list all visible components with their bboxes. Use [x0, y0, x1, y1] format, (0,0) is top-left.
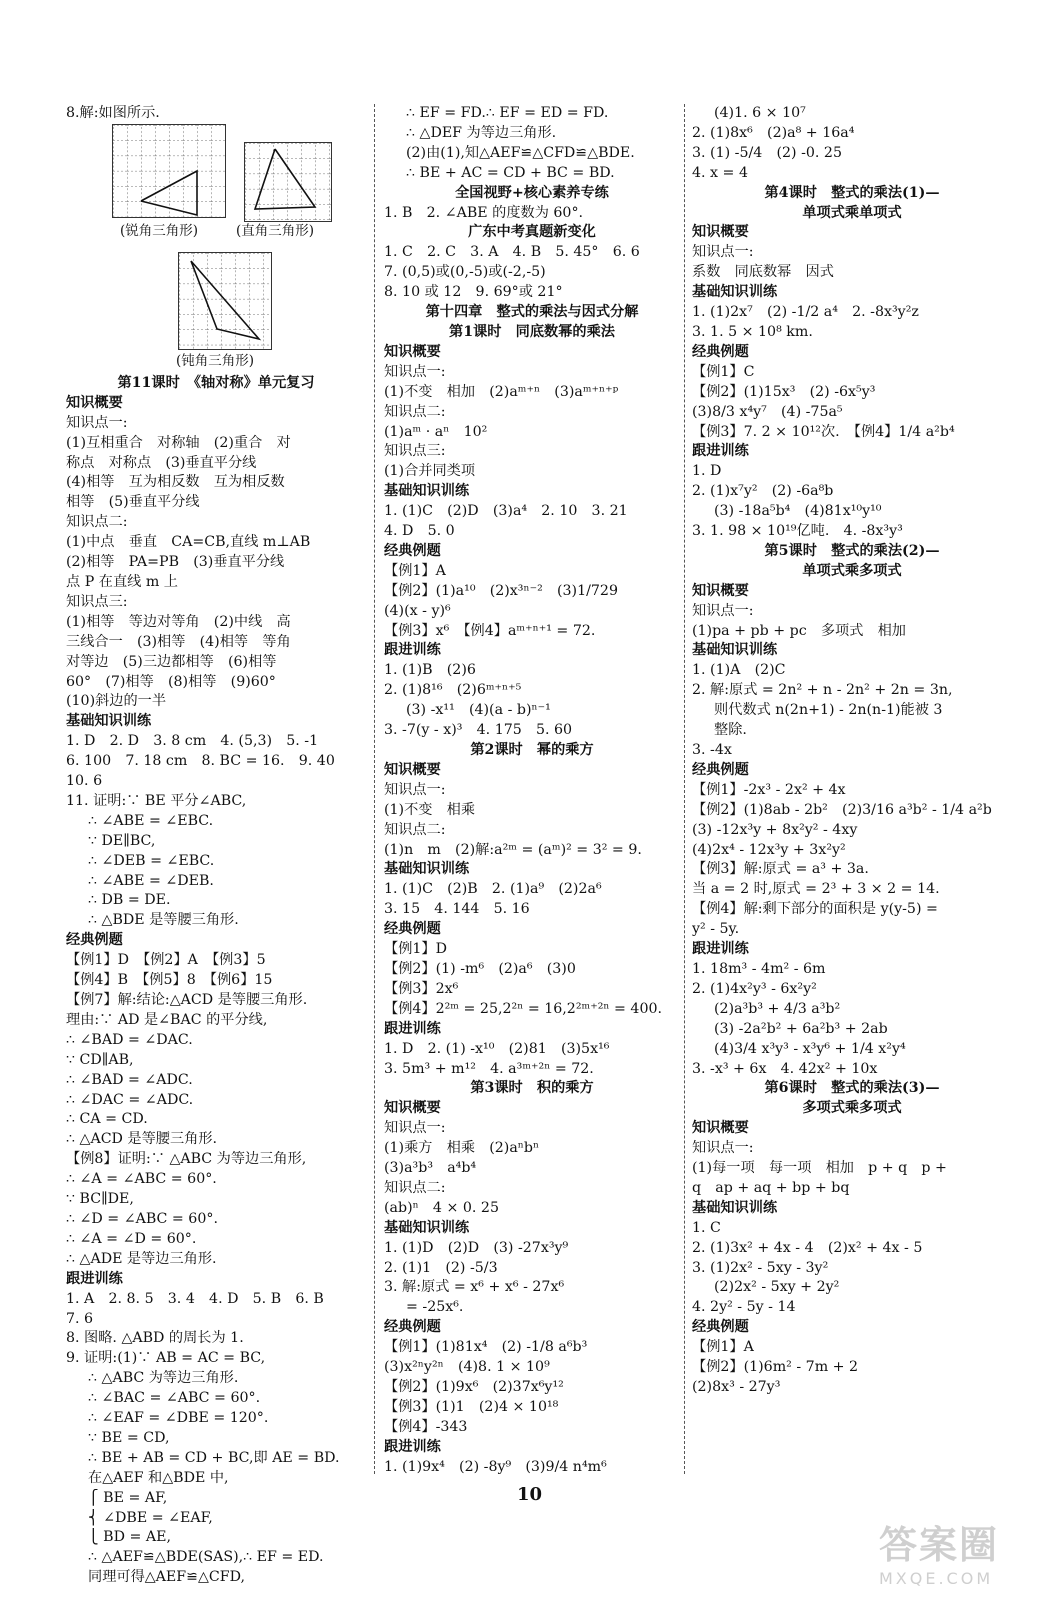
- answer-line: 1. C: [692, 1219, 721, 1236]
- answer-line: 【例7】解:结论:△ACD 是等腰三角形.: [66, 992, 308, 1008]
- subsection-heading: 跟进训练: [384, 1020, 441, 1037]
- answer-line: (1)每一项 每一项 相加 p + q p +: [692, 1160, 947, 1177]
- subsection-heading: 基础知识训练: [692, 642, 778, 659]
- answer-line: 60° (7)相等 (8)相等 (9)60°: [66, 673, 276, 690]
- answer-line: 3. -x³ + 6x 4. 42x² + 10x: [692, 1060, 878, 1077]
- answer-line: (2)a³b³ + 4/3 a³b²: [714, 1000, 841, 1017]
- column-1-lines: [66, 374, 366, 1588]
- answer-line: 1. D 2. (1) -x¹⁰ (2)81 (3)5x¹⁶: [384, 1040, 610, 1057]
- obtuse-caption: (钝角三角形): [176, 352, 255, 369]
- answer-line: (4)(x - y)⁶: [384, 602, 451, 619]
- answer-line: 1. (1)C (2)B 2. (1)a⁹ (2)2a⁶: [384, 881, 602, 898]
- answer-line: ∴ △ACD 是等腰三角形.: [66, 1131, 218, 1148]
- answer-line: (1)aᵐ · aⁿ 10²: [384, 423, 488, 440]
- answer-line: 4. x = 4: [692, 164, 748, 181]
- answer-line: ⎩ BD = AE,: [88, 1529, 171, 1546]
- answer-line: 整除.: [714, 722, 747, 739]
- answer-line: 则代数式 n(2n+1) - 2n(n-1)能被 3: [714, 702, 943, 719]
- answer-line: 【例2】(1)a¹⁰ (2)x³ⁿ⁻² (3)1/729: [384, 582, 618, 599]
- answer-line: 6. 100 7. 18 cm 8. BC = 16. 9. 40: [66, 753, 335, 770]
- answer-line: 1. (1)C (2)D (3)a⁴ 2. 10 3. 21: [384, 503, 628, 520]
- answer-line: (2)2x² - 5xy + 2y²: [714, 1279, 840, 1296]
- answer-line: ⎨ ∠DBE = ∠EAF,: [88, 1509, 213, 1526]
- answer-line: (4)3/4 x³y³ - x³y⁶ + 1/4 x²y⁴: [714, 1040, 906, 1057]
- subsection-heading: 基础知识训练: [384, 1219, 470, 1236]
- answer-line: ∴ △DEF 为等边三角形.: [406, 124, 557, 141]
- answer-line: ∴ △ABC 为等边三角形.: [88, 1370, 239, 1387]
- answer-line: 9. 证明:(1)∵ AB = AC = BC,: [66, 1350, 266, 1367]
- acute-triangle-grid: [112, 124, 226, 218]
- answer-line: 【例2】(1)8ab - 2b² (2)3/16 a³b² - 1/4 a²b: [692, 801, 992, 818]
- answer-line: ∴ ∠EAF = ∠DBE = 120°.: [88, 1410, 269, 1427]
- answer-line: 3. 解:原式 = x⁶ + x⁶ - 27x⁶: [384, 1279, 565, 1296]
- answer-line: (3) -x¹¹ (4)(a - b)ⁿ⁻¹: [406, 702, 551, 719]
- subsection-heading: 跟进训练: [66, 1270, 123, 1287]
- answer-line: (2)由(1),知△AEF≌△CFD≌△BDE.: [406, 144, 635, 161]
- answer-line: ∴ DB = DE.: [88, 892, 171, 909]
- answer-line: (10)斜边的一半: [66, 693, 167, 710]
- answer-line: (3)x²ⁿy²ⁿ (4)8. 1 × 10⁹: [384, 1359, 550, 1376]
- column-3: [692, 104, 1012, 1398]
- answer-line: 1. (1)B (2)6: [384, 662, 476, 679]
- answer-line: (1)互相重合 对称轴 (2)重合 对: [66, 434, 291, 451]
- answer-line: 【例3】(1)1 (2)4 × 10¹⁸: [384, 1398, 559, 1415]
- obtuse-triangle-grid: [178, 252, 272, 350]
- answer-line: 知识点三:: [384, 443, 446, 460]
- answer-line: 相等 (5)垂直平分线: [66, 494, 200, 511]
- answer-line: (4)相等 互为相反数 互为相反数: [66, 474, 285, 491]
- answer-line: 4. 2y² - 5y - 14: [692, 1299, 796, 1316]
- answer-line: 11. 证明:∵ BE 平分∠ABC,: [66, 792, 247, 809]
- answer-line: 2. (1)3x² + 4x - 4 (2)x² + 4x - 5: [692, 1239, 923, 1256]
- answer-line: y² - 5y.: [692, 921, 740, 938]
- answer-line: 【例4】解:剩下部分的面积是 y(y-5) =: [692, 901, 938, 918]
- answer-line: (1)乘方 相乘 (2)aⁿbⁿ: [384, 1140, 540, 1157]
- q8-heading: 8.解:如图所示.: [66, 105, 160, 121]
- answer-line: ∴ BE + AC = CD + BC = BD.: [406, 164, 615, 181]
- subsection-heading: 基础知识训练: [384, 483, 470, 500]
- answer-line: ∴ △AEF≌△BDE(SAS),∴ EF = ED.: [88, 1549, 324, 1566]
- subsection-heading: 知识概要: [66, 394, 123, 411]
- triangle-figures: [66, 124, 366, 374]
- answer-line: 知识点三:: [66, 593, 128, 610]
- section-heading: 广东中考真题新变化: [468, 224, 596, 241]
- acute-caption: (锐角三角形): [120, 222, 199, 239]
- answer-line: 【例1】C: [692, 363, 755, 380]
- answer-line: ∵ CD∥AB,: [66, 1051, 134, 1068]
- answer-line: (4)2x⁴ - 12x³y + 3x²y²: [692, 841, 846, 858]
- answer-line: 知识点一:: [692, 602, 754, 619]
- answer-line: 2. 解:原式 = 2n² + n - 2n² + 2n = 3n,: [692, 682, 953, 699]
- answer-line: 【例3】7. 2 × 10¹²次. 【例4】1/4 a²b⁴: [692, 423, 955, 440]
- answer-line: 知识点一:: [384, 363, 446, 380]
- answer-line: 4. D 5. 0: [384, 523, 455, 540]
- watermark-logo: [879, 1514, 1029, 1588]
- answer-line: 【例2】(1)6m² - 7m + 2: [692, 1359, 859, 1376]
- answer-line: 1. D 2. D 3. 8 cm 4. (5,3) 5. -1: [66, 733, 319, 750]
- answer-line: (3)8/3 x⁴y⁷ (4) -75a⁵: [692, 403, 843, 420]
- section-heading: 多项式乘多项式: [802, 1100, 902, 1117]
- section-heading: 第1课时 同底数幂的乘法: [449, 323, 615, 340]
- answer-line: (2)相等 PA=PB (3)垂直平分线: [66, 554, 285, 571]
- answer-line: 知识点一:: [692, 244, 754, 261]
- answer-line: ∴ CA = CD.: [66, 1111, 148, 1128]
- answer-line: ∵ BE = CD,: [88, 1429, 170, 1446]
- answer-line: 理由:∵ AD 是∠BAC 的平分线,: [66, 1011, 268, 1028]
- answer-line: ∴ ∠BAD = ∠DAC.: [66, 1031, 193, 1048]
- answer-line: (3) -2a²b² + 6a²b³ + 2ab: [714, 1020, 888, 1037]
- section-heading: 全国视野+核心素养专练: [455, 184, 609, 201]
- answer-line: (1)pa + pb + pc 多项式 相加: [692, 622, 906, 639]
- subsection-heading: 跟进训练: [384, 1438, 441, 1455]
- section-heading: 第2课时 幂的乘方: [470, 742, 594, 758]
- answer-line: 1. (1)9x⁴ (2) -8y⁹ (3)9/4 n⁴m⁶: [384, 1458, 607, 1475]
- answer-line: 3. (1) -5/4 (2) -0. 25: [692, 144, 842, 161]
- answer-line: (1)不变 相加 (2)aᵐ⁺ⁿ (3)aᵐ⁺ⁿ⁺ᵖ: [384, 383, 619, 400]
- answer-line: 【例1】(1)81x⁴ (2) -1/8 a⁶b³: [384, 1339, 588, 1356]
- answer-line: ∴ ∠DEB = ∠EBC.: [88, 852, 215, 869]
- answer-line: 称点 对称点 (3)垂直平分线: [66, 454, 257, 471]
- subsection-heading: 经典例题: [384, 542, 441, 559]
- answer-line: 【例3】2x⁶: [384, 980, 459, 997]
- answer-line: ∴ ∠A = ∠D = 60°.: [66, 1230, 197, 1247]
- section-heading: 第5课时 整式的乘法(2)—: [764, 542, 940, 559]
- answer-line: 【例1】A: [384, 562, 446, 579]
- answer-line: 2. (1)4x²y³ - 6x²y²: [692, 980, 817, 997]
- answer-line: 知识点一:: [692, 1140, 754, 1157]
- subsection-heading: 基础知识训练: [66, 713, 152, 730]
- answer-line: ∴ ∠A = ∠ABC = 60°.: [66, 1171, 217, 1188]
- right-caption: (直角三角形): [236, 222, 315, 239]
- answer-line: ∴ △BDE 是等腰三角形.: [88, 912, 239, 929]
- subsection-heading: 经典例题: [692, 343, 749, 360]
- answer-line: 【例2】(1)15x³ (2) -6x⁵y³: [692, 383, 876, 400]
- subsection-heading: 知识概要: [384, 761, 441, 778]
- subsection-heading: 知识概要: [692, 224, 749, 241]
- subsection-heading: 跟进训练: [692, 941, 749, 958]
- answer-line: 3. 1. 5 × 10⁸ km.: [692, 323, 813, 340]
- answer-line: 三线合一 (3)相等 (4)相等 等角: [66, 633, 291, 650]
- column-1: [66, 104, 366, 1588]
- answer-line: 3. 1. 98 × 10¹⁹亿吨. 4. -8x³y³: [692, 523, 903, 540]
- subsection-heading: 基础知识训练: [692, 284, 778, 301]
- answer-line: ∴ BE + AB = CD + BC,即 AE = BD.: [88, 1449, 340, 1466]
- answer-line: 2. (1)1 (2) -5/3: [384, 1259, 498, 1276]
- answer-line: ∴ EF = FD.∴ EF = ED = FD.: [406, 105, 609, 121]
- answer-line: 【例2】(1)9x⁶ (2)37x⁶y¹²: [384, 1379, 564, 1395]
- answer-line: (1)中点 垂直 CA=CB,直线 m⊥AB: [66, 534, 311, 551]
- answer-line: 点 P 在直线 m 上: [66, 573, 178, 590]
- column-divider-2: [684, 104, 685, 1474]
- answer-line: 7. 6: [66, 1310, 94, 1327]
- answer-line: (3) -12x³y + 8x²y² - 4xy: [692, 821, 858, 838]
- answer-line: 1. (1)2x⁷ (2) -1/2 a⁴ 2. -8x³y²z: [692, 304, 919, 321]
- answer-line: 8. 10 或 12 9. 69°或 21°: [384, 284, 563, 301]
- answer-line: ∵ BC∥DE,: [66, 1191, 134, 1208]
- section-heading: 单项式乘多项式: [802, 562, 902, 579]
- answer-line: 在△AEF 和△BDE 中,: [88, 1469, 229, 1486]
- answer-line: 3. -4x: [692, 742, 732, 758]
- answer-line: ∴ △ADE 是等边三角形.: [66, 1250, 217, 1267]
- answer-line: 【例1】D: [384, 941, 447, 958]
- subsection-heading: 经典例题: [384, 921, 441, 938]
- subsection-heading: 跟进训练: [384, 642, 441, 659]
- answer-line: 1. C 2. C 3. A 4. B 5. 45° 6. 6: [384, 244, 640, 261]
- answer-line: 1. D: [692, 463, 722, 480]
- section-heading: 第6课时 整式的乘法(3)—: [764, 1080, 940, 1097]
- section-heading: 第11课时 《轴对称》单元复习: [117, 374, 315, 391]
- answer-line: 【例4】2²ᵐ = 25,2²ⁿ = 16,2²ᵐ⁺²ⁿ = 400.: [384, 1000, 663, 1017]
- answer-line: ∴ ∠BAD = ∠ADC.: [66, 1071, 193, 1088]
- answer-line: 当 a = 2 时,原式 = 2³ + 3 × 2 = 14.: [692, 881, 940, 898]
- answer-line: 知识点一:: [384, 781, 446, 798]
- subsection-heading: 知识概要: [692, 582, 749, 599]
- answer-line: 1. 18m³ - 4m² - 6m: [692, 960, 826, 977]
- answer-line: 知识点二:: [384, 821, 446, 838]
- answer-line: ∴ ∠DAC = ∠ADC.: [66, 1091, 194, 1108]
- answer-line: ⎧ BE = AF,: [88, 1489, 168, 1506]
- answer-line: (3) -18a⁵b⁴ (4)81x¹⁰y¹⁰: [714, 503, 882, 520]
- answer-line: 3. -7(y - x)³ 4. 175 5. 60: [384, 722, 573, 739]
- subsection-heading: 基础知识训练: [384, 861, 470, 878]
- answer-line: 【例2】(1) -m⁶ (2)a⁶ (3)0: [384, 960, 576, 977]
- answer-line: 系数 同底数幂 因式: [692, 264, 834, 281]
- answer-line: 【例4】-343: [384, 1418, 468, 1435]
- answer-line: 【例1】A: [692, 1339, 754, 1356]
- column-2-lines: [384, 104, 680, 1478]
- answer-line: 1. (1)A (2)C: [692, 662, 786, 679]
- answer-line: 8. 图略. △ABD 的周长为 1.: [66, 1330, 244, 1347]
- answer-line: 2. (1)8x⁶ (2)a⁸ + 16a⁴: [692, 124, 855, 141]
- answer-line: ∵ DE∥BC,: [88, 832, 156, 849]
- answer-line: (4)1. 6 × 10⁷: [714, 105, 806, 121]
- subsection-heading: 知识概要: [692, 1120, 749, 1137]
- answer-line: ∴ ∠ABE = ∠EBC.: [88, 812, 214, 829]
- answer-line: (1)合并同类项: [384, 463, 476, 480]
- answer-line: ∴ ∠D = ∠ABC = 60°.: [66, 1210, 218, 1227]
- answer-line: 知识点二:: [66, 514, 128, 531]
- answer-line: 10. 6: [66, 773, 103, 790]
- answer-line: 【例3】x⁶ 【例4】aᵐ⁺ⁿ⁺¹ = 72.: [384, 622, 596, 639]
- column-3-lines: [692, 104, 1012, 1398]
- answer-line: 3. 15 4. 144 5. 16: [384, 901, 530, 918]
- answer-line: (1)n m (2)解:a²ᵐ = (aᵐ)² = 3² = 9.: [384, 841, 642, 858]
- column-divider-1: [374, 104, 375, 1474]
- section-heading: 第3课时 积的乘方: [470, 1080, 594, 1097]
- subsection-heading: 基础知识训练: [692, 1199, 778, 1216]
- answer-line: ∴ ∠ABE = ∠DEB.: [88, 872, 214, 889]
- subsection-heading: 经典例题: [384, 1319, 441, 1336]
- answer-line: 知识点一:: [66, 414, 128, 431]
- subsection-heading: 知识概要: [384, 1100, 441, 1117]
- answer-line: 同理可得△AEF≌△CFD,: [88, 1569, 245, 1586]
- answer-line: 2. (1)8¹⁶ (2)6ᵐ⁺ⁿ⁺⁵: [384, 682, 522, 699]
- answer-line: 3. 5m³ + m¹² 4. a³ᵐ⁺²ⁿ = 72.: [384, 1060, 594, 1077]
- page-number: 10: [516, 1484, 543, 1505]
- watermark-url: MXQE.COM: [879, 1569, 994, 1588]
- section-heading: 单项式乘单项式: [802, 204, 902, 221]
- subsection-heading: 知识概要: [384, 343, 441, 360]
- subsection-heading: 经典例题: [692, 761, 749, 778]
- answer-line: (ab)ⁿ 4 × 0. 25: [384, 1199, 499, 1216]
- answer-line: (3)a³b³ a⁴b⁴: [384, 1160, 477, 1177]
- answer-line: 1. B 2. ∠ABE 的度数为 60°.: [384, 204, 584, 221]
- answer-line: 【例1】-2x³ - 2x² + 4x: [692, 781, 846, 798]
- column-2: [384, 104, 680, 1478]
- answer-line: 【例3】解:原式 = a³ + 3a.: [692, 861, 869, 878]
- answer-line: (2)8x³ - 27y³: [692, 1379, 781, 1395]
- answer-line: ∴ ∠BAC = ∠ABC = 60°.: [88, 1390, 261, 1407]
- answer-line: 知识点二:: [384, 1179, 446, 1196]
- answer-line: 7. (0,5)或(0,-5)或(-2,-5): [384, 264, 546, 281]
- section-heading: 第4课时 整式的乘法(1)—: [764, 184, 940, 201]
- answer-line: 【例8】证明:∵ △ABC 为等边三角形,: [66, 1151, 307, 1168]
- subsection-heading: 经典例题: [66, 932, 123, 949]
- section-heading: 第十四章 整式的乘法与因式分解: [425, 304, 639, 321]
- answer-line: 知识点一:: [384, 1120, 446, 1137]
- right-triangle-grid: [244, 142, 332, 222]
- answer-line: 对等边 (5)三边都相等 (6)相等: [66, 653, 277, 670]
- answer-line: 【例1】D 【例2】A 【例3】5: [66, 952, 266, 969]
- subsection-heading: 跟进训练: [692, 443, 749, 460]
- answer-line: 1. (1)D (2)D (3) -27x³y⁹: [384, 1239, 569, 1256]
- answer-line: q ap + aq + bp + bq: [692, 1179, 850, 1196]
- answer-line: 3. (1)2x² - 5xy - 3y²: [692, 1259, 829, 1276]
- answer-line: (1)相等 等边对等角 (2)中线 高: [66, 613, 291, 630]
- watermark-title: 答案圈: [879, 1523, 1000, 1567]
- subsection-heading: 经典例题: [692, 1319, 749, 1336]
- answer-line: = -25x⁶.: [406, 1299, 464, 1316]
- answer-line: 【例4】B 【例5】8 【例6】15: [66, 972, 273, 989]
- answer-line: 1. A 2. 8. 5 3. 4 4. D 5. B 6. B: [66, 1290, 324, 1307]
- answer-line: 2. (1)x⁷y² (2) -6a⁸b: [692, 483, 834, 500]
- answer-line: 知识点二:: [384, 403, 446, 420]
- answer-line: (1)不变 相乘: [384, 801, 476, 818]
